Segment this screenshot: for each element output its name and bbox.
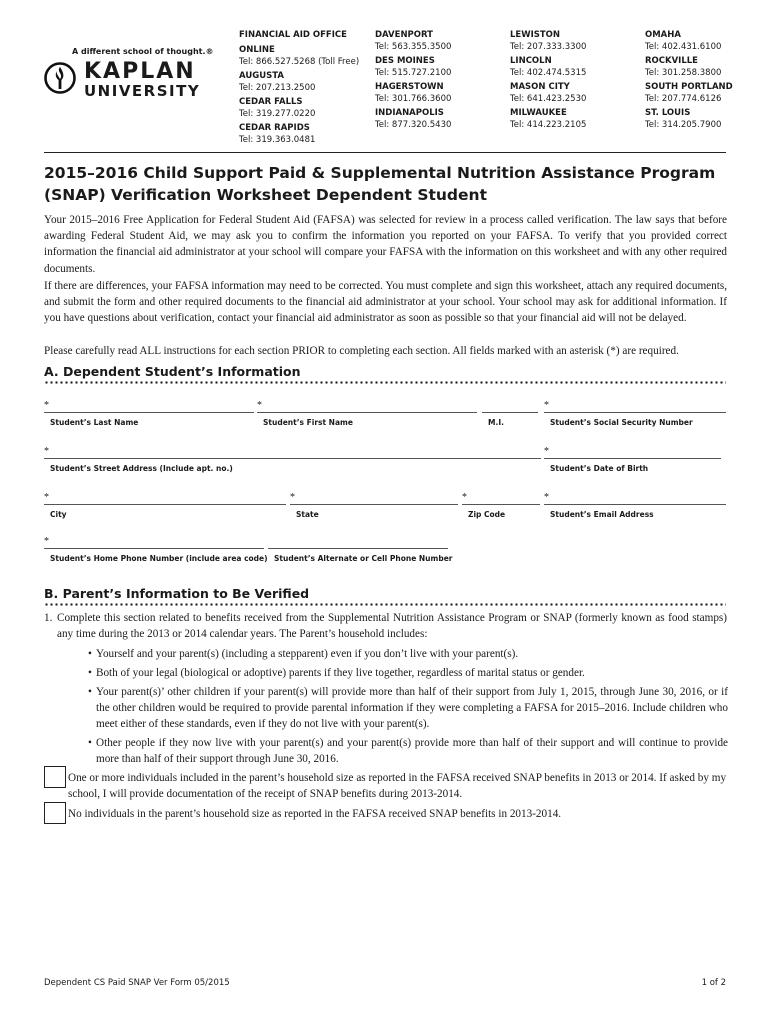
office-phone: Tel: 402.431.6100 bbox=[645, 42, 722, 52]
office-entry bbox=[645, 81, 733, 105]
required-asterisk: * bbox=[290, 492, 295, 503]
office-city: DAVENPORT bbox=[375, 30, 433, 40]
field-label: City bbox=[50, 510, 67, 519]
field-line bbox=[268, 548, 448, 549]
office-list-col3 bbox=[510, 29, 586, 133]
office-city: CEDAR RAPIDS bbox=[239, 123, 310, 133]
list-item: • Yourself and your parent(s) (including a stepparent) even if you don’t live with your parent(s). bbox=[88, 646, 728, 662]
office-city: OMAHA bbox=[645, 30, 681, 40]
list-item: • Both of your legal (biological or adoptive) parents if they live together, regardless of marital status or gender. bbox=[88, 665, 728, 681]
form-id: Dependent CS Paid SNAP Ver Form 05/2015 bbox=[44, 978, 230, 988]
office-phone: Tel: 207.774.6126 bbox=[645, 94, 722, 104]
required-asterisk: * bbox=[44, 446, 49, 457]
list-item: • Other people if they now live with your parent(s) and your parent(s) provide more than half of their support and will continue to provide more than half of their support through June 30, 2016. bbox=[88, 735, 728, 767]
list-item: • Your parent(s)’ other children if your parent(s) will provide more than half of their support from July 1, 2015, through June 30, 2016, or if the other children would be required to provide parental information if they were completing a FAFSA for 2015–2016. Include children who meet either of these standards, even if they do not live with your parent(s). bbox=[88, 684, 728, 732]
logo-wordmark-university: UNIVERSITY bbox=[84, 82, 201, 100]
office-entry bbox=[375, 29, 451, 53]
required-asterisk: * bbox=[544, 492, 549, 503]
office-phone: Tel: 563.355.3500 bbox=[375, 42, 452, 52]
office-entry bbox=[645, 107, 733, 131]
logo-tagline: A different school of thought.® bbox=[72, 47, 214, 56]
office-city: ST. LOUIS bbox=[645, 108, 691, 118]
office-entry bbox=[645, 29, 733, 53]
item-text: Complete this section related to benefits received from the Supplemental Nutrition Assistance Program or SNAP (formerly known as food stamps) any time during the 2013 or 2014 calendar years. The Parent’s household includes: bbox=[57, 612, 727, 640]
field-line bbox=[44, 458, 541, 459]
field-label: Student’s First Name bbox=[263, 418, 353, 427]
office-phone: Tel: 319.363.0481 bbox=[239, 135, 316, 145]
section-b-item-1 bbox=[44, 610, 727, 642]
section-b-title: B. Parent’s Information to Be Verified bbox=[44, 586, 310, 601]
office-entry bbox=[239, 96, 359, 120]
office-phone: Tel: 207.213.2500 bbox=[239, 83, 316, 93]
kaplan-logo bbox=[44, 59, 201, 106]
office-entry bbox=[510, 29, 586, 53]
office-city: ONLINE bbox=[239, 45, 275, 55]
office-phone: Tel: 319.277.0220 bbox=[239, 109, 316, 119]
option-label: No individuals in the parent’s household size as reported in the FAFSA received SNAP benefits in 2013-2014. bbox=[68, 808, 562, 820]
required-asterisk: * bbox=[257, 400, 262, 411]
office-entry bbox=[239, 122, 359, 146]
office-phone: Tel: 414.223.2105 bbox=[510, 120, 587, 130]
field-line bbox=[44, 412, 254, 413]
field-line bbox=[257, 412, 477, 413]
office-list-col4 bbox=[645, 29, 733, 133]
page-title: 2015–2016 Child Support Paid & Supplemental Nutrition Assistance Program (SNAP) Verification Worksheet Dependent Student bbox=[44, 164, 716, 204]
option-label: One or more individuals included in the parent’s household size as reported in the FAFSA received SNAP benefits in 2013 or 2014. If asked by my school, I will provide documentation of the receipt of SNAP benefits during 2013-2014. bbox=[68, 772, 727, 800]
header-divider bbox=[44, 152, 726, 153]
field-label: Student’s Social Security Number bbox=[550, 418, 693, 427]
field-label: Student’s Street Address (Include apt. no.) bbox=[50, 464, 233, 473]
office-list-col2 bbox=[375, 29, 451, 133]
snap-received-option bbox=[44, 770, 727, 802]
field-label: M.I. bbox=[488, 418, 504, 427]
office-entry bbox=[375, 55, 451, 79]
office-city: INDIANAPOLIS bbox=[375, 108, 444, 118]
office-city: SOUTH PORTLAND bbox=[645, 82, 733, 92]
office-entry bbox=[510, 81, 586, 105]
field-label: Zip Code bbox=[468, 510, 506, 519]
section-a-title: A. Dependent Student’s Information bbox=[44, 364, 301, 379]
field-line bbox=[44, 548, 264, 549]
office-city: MASON CITY bbox=[510, 82, 570, 92]
required-asterisk: * bbox=[44, 536, 49, 547]
household-criteria-list bbox=[88, 646, 728, 770]
office-phone: Tel: 301.766.3600 bbox=[375, 94, 452, 104]
snap-not-received-option bbox=[44, 806, 727, 822]
field-line bbox=[544, 458, 721, 459]
office-entry bbox=[510, 55, 586, 79]
required-asterisk: * bbox=[462, 492, 467, 503]
field-label: State bbox=[296, 510, 319, 519]
logo-wordmark-kaplan: KAPLAN bbox=[84, 59, 196, 84]
office-city: MILWAUKEE bbox=[510, 108, 567, 118]
office-entry bbox=[375, 81, 451, 105]
office-entry bbox=[239, 29, 359, 41]
required-asterisk: * bbox=[44, 492, 49, 503]
office-entry bbox=[239, 44, 359, 68]
field-label: Student’s Home Phone Number (include area code) bbox=[50, 554, 268, 563]
required-asterisk: * bbox=[44, 400, 49, 411]
field-line bbox=[44, 504, 286, 505]
office-entry bbox=[375, 107, 451, 131]
office-phone: Tel: 866.527.5268 (Toll Free) bbox=[239, 57, 360, 67]
office-city: ROCKVILLE bbox=[645, 56, 698, 66]
intro-paragraph-1: Your 2015–2016 Free Application for Federal Student Aid (FAFSA) was selected for review in a process called verification. The law says that before awarding Federal Student Aid, we may ask you to confirm the information you reported on your FAFSA. To verify that you provided correct information the financial aid administrator at your school will compare your FAFSA with the information on this worksheet and with any other required documents. bbox=[44, 214, 727, 275]
required-asterisk: * bbox=[544, 446, 549, 457]
office-phone: Tel: 207.333.3300 bbox=[510, 42, 587, 52]
office-city: LINCOLN bbox=[510, 56, 552, 66]
office-phone: Tel: 301.258.3800 bbox=[645, 68, 722, 78]
office-list-col1 bbox=[239, 29, 359, 148]
page-number: 1 of 2 bbox=[701, 978, 726, 988]
office-city: AUGUSTA bbox=[239, 71, 284, 81]
field-line bbox=[462, 504, 540, 505]
office-phone: Tel: 402.474.5315 bbox=[510, 68, 587, 78]
office-city: HAGERSTOWN bbox=[375, 82, 444, 92]
item-number: 1. bbox=[44, 612, 53, 624]
office-phone: Tel: 314.205.7900 bbox=[645, 120, 722, 130]
snap-not-received-checkbox[interactable] bbox=[44, 802, 66, 824]
field-line bbox=[290, 504, 458, 505]
office-entry bbox=[239, 70, 359, 94]
office-phone: Tel: 877.320.5430 bbox=[375, 120, 452, 130]
field-line bbox=[482, 412, 538, 413]
field-line bbox=[544, 412, 726, 413]
office-city: LEWISTON bbox=[510, 30, 561, 40]
intro-instructions: Please carefully read ALL instructions for each section PRIOR to completing each section. All fields marked with an asterisk (*) are required. bbox=[44, 345, 679, 357]
office-entry bbox=[510, 107, 586, 131]
required-asterisk: * bbox=[544, 400, 549, 411]
field-label: Student’s Email Address bbox=[550, 510, 654, 519]
snap-received-checkbox[interactable] bbox=[44, 766, 66, 788]
section-a-divider bbox=[44, 381, 726, 384]
office-city: CEDAR FALLS bbox=[239, 97, 303, 107]
office-phone: Tel: 641.423.2530 bbox=[510, 94, 587, 104]
field-label: Student’s Last Name bbox=[50, 418, 139, 427]
office-city: FINANCIAL AID OFFICE bbox=[239, 30, 347, 40]
field-line bbox=[544, 504, 726, 505]
section-b-divider bbox=[44, 603, 726, 606]
field-label: Student’s Date of Birth bbox=[550, 464, 649, 473]
kaplan-torch-icon bbox=[44, 62, 76, 94]
intro-paragraph-2: If there are differences, your FAFSA information may need to be corrected. You must complete and sign this worksheet, attach any required documents, and submit the form and other required documents to the financial aid administrator at your school. Your school may ask for additional information. If you have questions about verification, contact your financial aid administrator as soon as possible so that your financial aid will not be delayed. bbox=[44, 280, 727, 325]
office-city: DES MOINES bbox=[375, 56, 435, 66]
office-entry bbox=[645, 55, 733, 79]
office-phone: Tel: 515.727.2100 bbox=[375, 68, 452, 78]
field-label: Student’s Alternate or Cell Phone Number bbox=[274, 554, 453, 563]
